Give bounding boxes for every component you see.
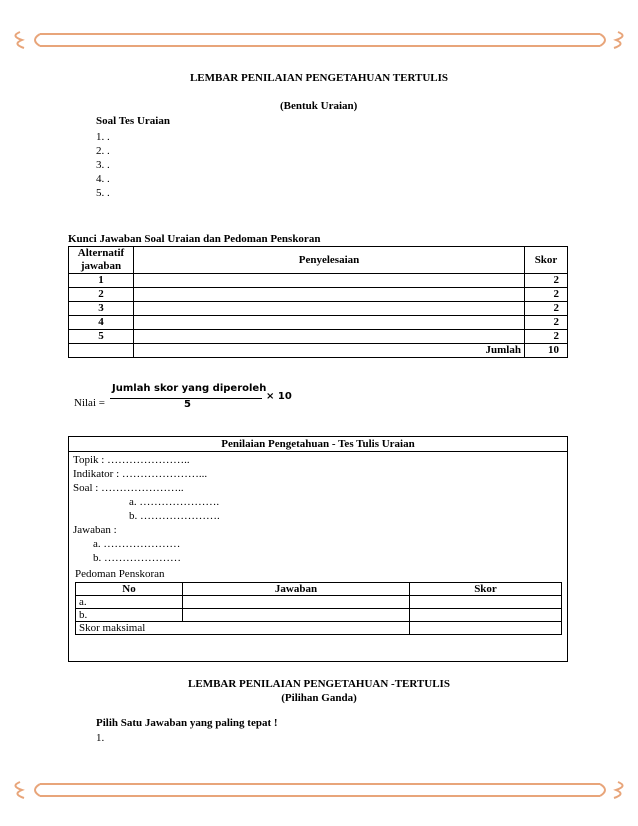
row-no: a. <box>76 596 183 609</box>
soal-item: 3. . <box>96 159 110 171</box>
soal-heading: Soal Tes Uraian <box>96 115 170 127</box>
row-jawaban <box>183 609 410 622</box>
row-no <box>69 344 134 358</box>
pedoman-label: Pedoman Penskoran <box>75 568 165 580</box>
row-skor <box>410 596 562 609</box>
soal-item: 5. . <box>96 187 110 199</box>
pg-item: 1. <box>96 732 105 744</box>
box-header: Penilaian Pengetahuan - Tes Tulis Uraian <box>69 437 567 452</box>
soal-item: 1. . <box>96 131 110 143</box>
penilaian-box <box>68 436 568 662</box>
row-no: b. <box>76 609 183 622</box>
bottom-scroll-banner <box>0 774 638 804</box>
row-penyelesaian <box>134 302 525 316</box>
jumlah-value: 10 <box>525 344 568 358</box>
pedoman-table <box>75 582 562 635</box>
row-penyelesaian <box>134 288 525 302</box>
row-penyelesaian <box>134 330 525 344</box>
table-row <box>69 316 568 330</box>
col-header-no: No <box>76 583 183 596</box>
row-skor: 2 <box>525 316 568 330</box>
row-skor: 2 <box>525 302 568 316</box>
col-header-skor: Skor <box>410 583 562 596</box>
row-no: 3 <box>69 302 134 316</box>
nilai-label: Nilai = <box>74 397 105 409</box>
table-row <box>76 596 562 609</box>
soal-item: 2. . <box>96 145 110 157</box>
topik-field: Topik : ………………….. <box>73 454 190 466</box>
col-header-skor: Skor <box>525 247 568 274</box>
soal-option-a: a. …………………. <box>129 496 220 508</box>
page-subtitle: (Bentuk Uraian) <box>280 100 358 112</box>
indikator-field: Indikator : …………………... <box>73 468 208 480</box>
row-skor: 2 <box>525 288 568 302</box>
jawaban-label: Jawaban : <box>73 524 117 536</box>
soal-field: Soal : ………………….. <box>73 482 184 494</box>
row-no: 5 <box>69 330 134 344</box>
row-penyelesaian <box>134 316 525 330</box>
row-no: 2 <box>69 288 134 302</box>
formula-multiplier: × 10 <box>266 391 292 402</box>
soal-list <box>96 130 110 200</box>
jawaban-option-a: a. ………………… <box>93 538 181 550</box>
kunci-table <box>68 246 568 358</box>
table-row <box>69 330 568 344</box>
row-no: 1 <box>69 274 134 288</box>
table-row <box>69 274 568 288</box>
pg-instruction: Pilih Satu Jawaban yang paling tepat ! <box>96 717 278 729</box>
soal-item: 4. . <box>96 173 110 185</box>
col-header-penyelesaian: Penyelesaian <box>134 247 525 274</box>
page-title: LEMBAR PENILAIAN PENGETAHUAN TERTULIS <box>189 72 449 84</box>
page-subtitle-2: (Pilihan Ganda) <box>281 692 357 704</box>
row-jawaban <box>183 596 410 609</box>
table-row <box>76 622 562 635</box>
top-scroll-banner <box>0 24 638 54</box>
col-header-jawaban: Jawaban <box>183 583 410 596</box>
kunci-heading: Kunci Jawaban Soal Uraian dan Pedoman Penskoran <box>68 233 321 245</box>
page-title-2: LEMBAR PENILAIAN PENGETAHUAN -TERTULIS <box>188 678 450 690</box>
row-skor: 2 <box>525 274 568 288</box>
row-skor <box>410 609 562 622</box>
formula-numerator: Jumlah skor yang diperoleh <box>112 383 267 394</box>
table-row <box>69 288 568 302</box>
jumlah-label: Jumlah <box>134 344 525 358</box>
soal-option-b: b. …………………. <box>129 510 220 522</box>
table-row <box>69 302 568 316</box>
table-row-total <box>69 344 568 358</box>
row-skor: 2 <box>525 330 568 344</box>
jawaban-option-b: b. ………………… <box>93 552 181 564</box>
row-penyelesaian <box>134 274 525 288</box>
formula-denominator: 5 <box>184 399 191 410</box>
row-no: 4 <box>69 316 134 330</box>
row-skor <box>410 622 562 635</box>
row-skor-maksimal: Skor maksimal <box>76 622 410 635</box>
table-row <box>76 609 562 622</box>
col-header-alternatif: Alternatif jawaban <box>69 247 134 274</box>
